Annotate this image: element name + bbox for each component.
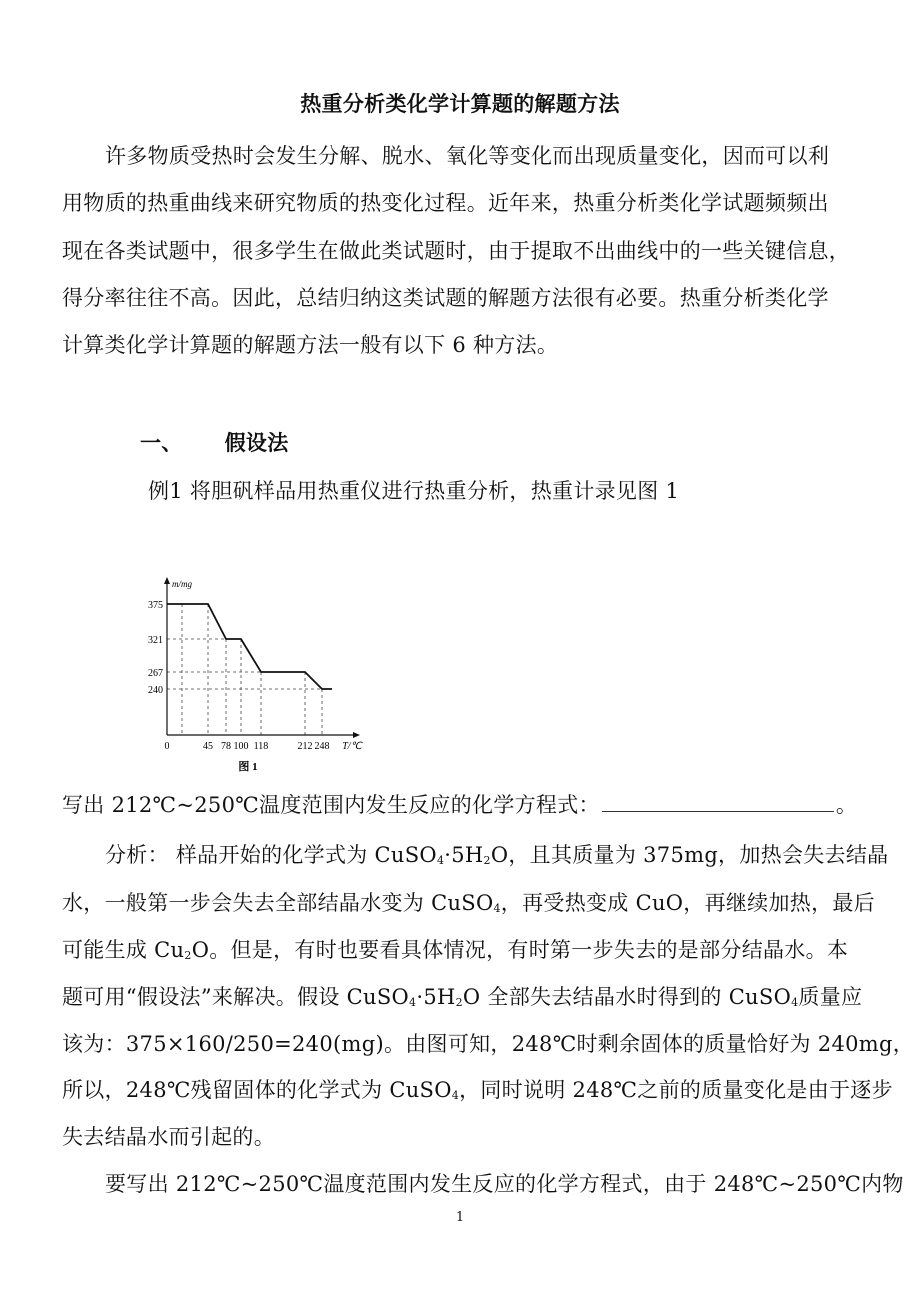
- thermogravimetric-chart: [130, 570, 380, 780]
- text-segment: 质量应: [798, 985, 863, 1009]
- text-segment: ，再受热变成 CuO，再继续加热，最后: [500, 891, 875, 915]
- analysis-line: [105, 842, 905, 874]
- intro-line: 现在各类试题中，很多学生在做此类试题时，由于提取不出曲线中的一些关键信息，: [62, 239, 851, 263]
- x-tick-label: 45: [203, 741, 213, 752]
- x-tick-label: 78: [221, 741, 231, 752]
- analysis-line: [62, 1031, 915, 1057]
- text-segment: 题可用“假设法”来解决。假设 CuSO: [62, 985, 410, 1009]
- text-segment: 分析： 样品开始的化学式为 CuSO: [105, 843, 437, 867]
- y-tick-label: 375: [148, 600, 163, 611]
- intro-line: 计算类化学计算题的解题方法一般有以下 6 种方法。: [62, 333, 559, 357]
- page-number: 1: [455, 1210, 465, 1225]
- y-axis-arrow: [164, 577, 170, 584]
- text-segment: 水，一般第一步会失去全部结晶水变为 CuSO: [62, 891, 494, 915]
- x-tick-label: 212: [297, 741, 313, 752]
- text-segment: O，且其质量为 375mg，加热会失去结晶: [490, 843, 889, 867]
- text-segment: 失去结晶水而引起的。: [62, 1125, 275, 1149]
- analysis-line: [62, 1124, 862, 1150]
- analysis-line: [62, 937, 862, 969]
- y-tick-label: 321: [148, 635, 163, 646]
- x-axis-label: T/℃: [342, 741, 362, 752]
- y-tick-label: 240: [148, 685, 163, 696]
- subscript: 2: [483, 854, 491, 867]
- subscript: 4: [493, 902, 501, 915]
- x-tick-label: 248: [314, 741, 330, 752]
- y-tick-label: 267: [148, 668, 163, 679]
- text-segment: O。但是，有时也要看具体情况，有时第一步失去的是部分结晶水。本: [191, 938, 849, 962]
- text-segment: ·5H: [416, 985, 456, 1009]
- text-segment: 所以，248℃残留固体的化学式为 CuSO: [62, 1078, 452, 1102]
- text-segment: ·5H: [444, 843, 484, 867]
- example-text: 例1 将胆矾样品用热重仪进行热重分析，热重计录见图 1: [148, 479, 680, 503]
- question-line: [62, 792, 862, 818]
- section-title: 假设法: [224, 430, 289, 455]
- text-segment: ，同时说明 248℃之前的质量变化是由于逐步: [459, 1078, 893, 1102]
- intro-line: 得分率往往不高。因此，总结归纳这类试题的解题方法很有必要。热重分析类化学: [62, 286, 829, 310]
- section-number: 一、: [140, 430, 183, 455]
- x-axis-arrow: [353, 732, 360, 738]
- intro-line: 用物质的热重曲线来研究物质的热变化过程。近年来，热重分析类化学试题频频出: [62, 191, 829, 215]
- chart-caption: 图 1: [238, 761, 258, 773]
- subscript: 4: [791, 996, 799, 1009]
- text-segment: 该为：375×160/250=240(mg)。由图可知，248℃时剩余固体的质量恰好为 240mg，: [62, 1032, 915, 1056]
- analysis-line: [105, 1171, 905, 1197]
- x-tick-label: 100: [233, 741, 249, 752]
- y-axis-label: m/mg: [172, 579, 192, 589]
- analysis-line: [62, 1077, 893, 1109]
- analysis-line: [62, 984, 862, 1016]
- page-title: 热重分析类化学计算题的解题方法: [300, 91, 620, 116]
- x-tick-label: 0: [164, 741, 170, 752]
- text-segment: 要写出 212℃~250℃温度范围内发生反应的化学方程式，由于 248℃~250℃内物: [105, 1172, 904, 1196]
- intro-line: 许多物质受热时会发生分解、脱水、氧化等变化而出现质量变化，因而可以利: [105, 144, 830, 168]
- answer-blank[interactable]: [602, 793, 834, 812]
- subscript: 2: [184, 949, 192, 962]
- question-text: 写出 212℃~250℃温度范围内发生反应的化学方程式：: [62, 793, 600, 817]
- text-segment: 可能生成 Cu: [62, 938, 185, 962]
- subscript: 4: [436, 854, 445, 867]
- section-heading: [140, 430, 920, 456]
- question-end: 。: [835, 793, 858, 817]
- x-tick-label: 118: [253, 741, 269, 752]
- subscript: 4: [409, 996, 417, 1009]
- mass-curve: [167, 604, 332, 689]
- subscript: 4: [451, 1089, 460, 1102]
- analysis-line: [62, 890, 875, 922]
- text-segment: O 全部失去结晶水时得到的 CuSO: [462, 985, 792, 1009]
- subscript: 2: [455, 996, 463, 1009]
